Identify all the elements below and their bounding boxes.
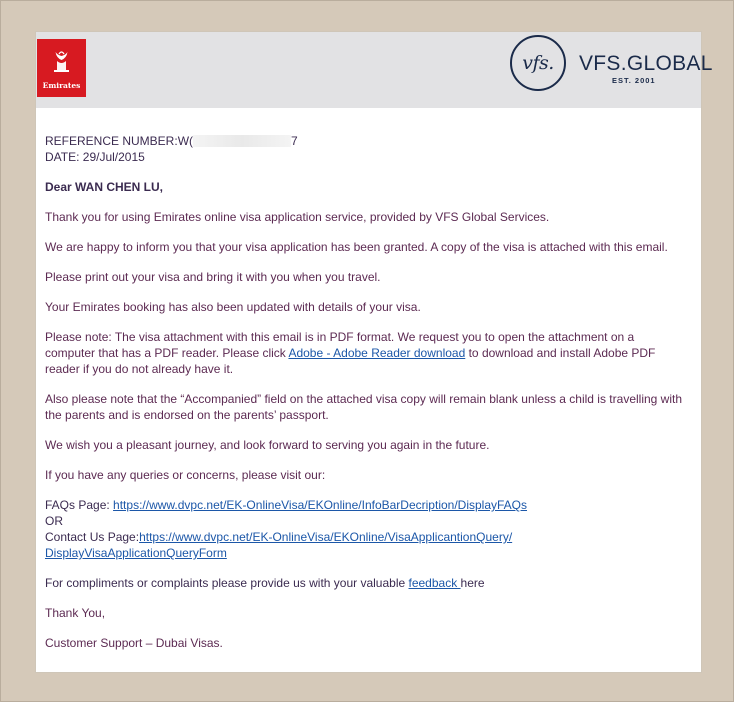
vfs-logo-circle: [510, 35, 566, 91]
redacted-reference: [193, 135, 291, 147]
paragraph-pleasant-journey: We wish you a pleasant journey, and look forward to serving you again in the future.: [45, 438, 490, 452]
faq-line: [45, 497, 685, 513]
reference-line: [45, 133, 685, 149]
thank-you: Thank You,: [45, 606, 106, 620]
vfs-wordmark: VFS.GLOBAL: [579, 52, 713, 75]
emirates-logo: [37, 39, 86, 97]
reference-prefix: W(: [177, 134, 194, 148]
emirates-logo-text: Emirates: [42, 81, 81, 90]
contact-label: Contact Us Page:: [45, 530, 140, 544]
date-line: DATE: 29/Jul/2015: [45, 150, 145, 164]
reference-suffix: 7: [291, 134, 298, 148]
reference-label: REFERENCE NUMBER:: [45, 134, 178, 148]
paragraph-granted: We are happy to inform you that your visa application has been granted. A copy of the visa is attached with this email.: [45, 240, 668, 254]
paragraph-thanks: Thank you for using Emirates online visa application service, provided by VFS Global Services.: [45, 210, 550, 224]
greeting: Dear WAN CHEN LU,: [45, 180, 164, 194]
feedback-line: [45, 575, 685, 591]
email-body: [45, 133, 685, 651]
email-header: [36, 32, 713, 108]
paragraph-queries: If you have any queries or concerns, please visit our:: [45, 468, 326, 482]
adobe-reader-link[interactable]: Adobe - Adobe Reader download: [288, 346, 466, 360]
vfs-logo-script: vfs.: [522, 52, 554, 74]
faq-link[interactable]: https://www.dvpc.net/EK-OnlineVisa/EKOnline/InfoBarDecription/DisplayFAQs: [113, 498, 528, 512]
paragraph-accompanied: Also please note that the “Accompanied” field on the attached visa copy will remain blank unless a child is travelling with the parents and is endorsed on the parents’ passport.: [45, 392, 683, 422]
or-separator: OR: [45, 514, 63, 528]
vfs-established: EST. 2001: [612, 76, 656, 85]
pdf-note-text-end: to download and install Adobe PDF reader if you do not already have it.: [45, 346, 656, 376]
signature: Customer Support – Dubai Visas.: [45, 636, 223, 650]
faq-label: FAQs Page:: [45, 498, 114, 512]
paragraph-booking: Your Emirates booking has also been updated with details of your visa.: [45, 300, 421, 314]
feedback-link[interactable]: feedback: [408, 576, 461, 590]
paragraph-pdf-note: [45, 329, 685, 377]
contact-link-part2[interactable]: DisplayVisaApplicationQueryForm: [45, 546, 227, 560]
contact-line: [45, 529, 685, 561]
contact-link-part1[interactable]: https://www.dvpc.net/EK-OnlineVisa/EKOnline/VisaApplicantionQuery/: [139, 530, 513, 544]
feedback-here: here: [460, 576, 485, 590]
paragraph-print: Please print out your visa and bring it with you when you travel.: [45, 270, 381, 284]
email-card: [35, 31, 713, 673]
feedback-text: For compliments or complaints please provide us with your valuable: [45, 576, 409, 590]
pdf-note-text: Please note: The visa attachment with this email is in PDF format. We request you to open the attachment on a computer that has a PDF reader. Please click: [45, 330, 635, 360]
